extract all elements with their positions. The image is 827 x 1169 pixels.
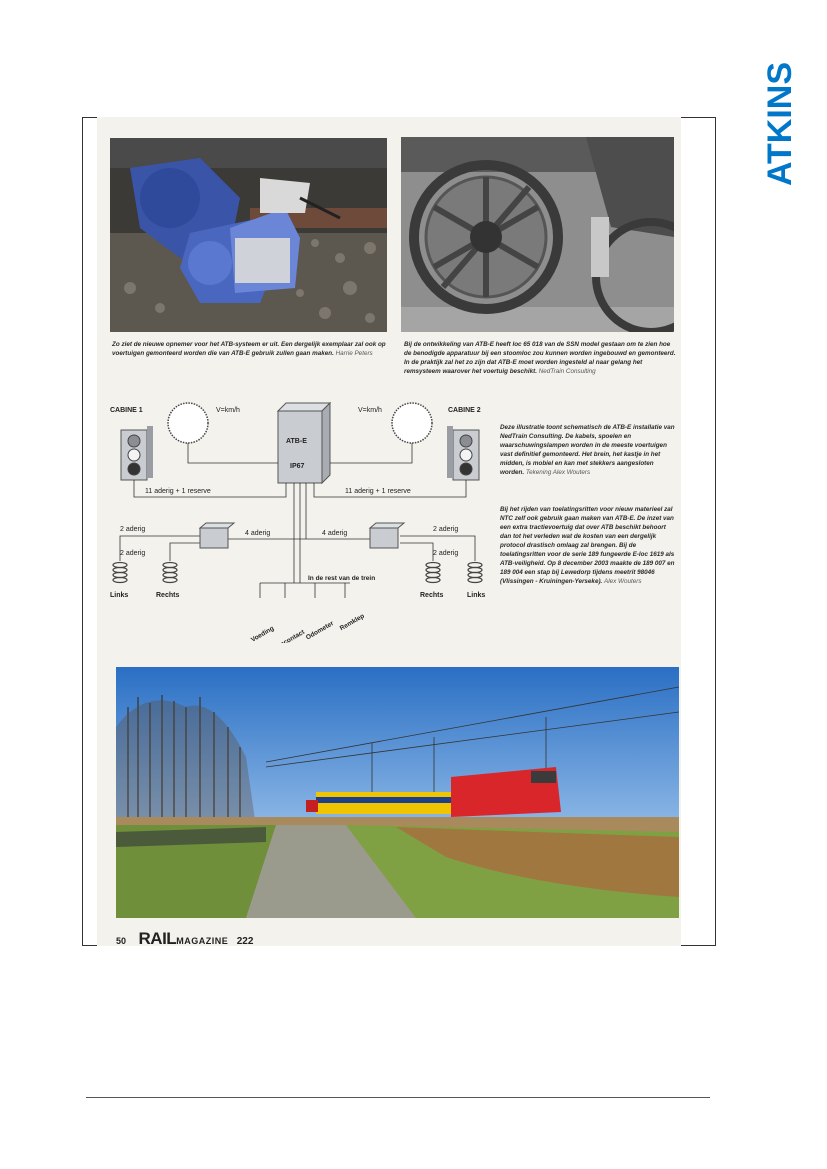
label-atb-e: ATB-E bbox=[286, 438, 307, 445]
atb-e-box bbox=[278, 411, 322, 483]
caption-atb-sensor bbox=[112, 340, 389, 358]
label-2-aderig-b: 2 aderig bbox=[120, 550, 146, 557]
caption-text: Bij de ontwikkeling van ATB-E heeft loc 65 018 van de SSN model gestaan om te zien hoe de benodigde apparatuur bij een stoomloc zou kunnen worden ingebouwd en gemonteerd. In de praktijk zal het zo zijn dat ATB-E moet worden ingesteld al naar gelang het remsysteem waarover het voertuig beschikt. bbox=[404, 341, 676, 375]
label-cable-right: 11 aderig + 1 reserve bbox=[345, 488, 411, 495]
caption-train bbox=[500, 505, 678, 586]
coil-links-right bbox=[468, 563, 482, 583]
label-ip67: IP67 bbox=[290, 463, 305, 470]
issue-number: 222 bbox=[236, 936, 254, 947]
label-2-aderig-d: 2 aderig bbox=[433, 550, 459, 557]
label-remcontact: Remcontact bbox=[270, 628, 306, 643]
junction-box-left bbox=[200, 528, 228, 548]
label-speed-1: V=km/h bbox=[216, 407, 240, 414]
atkins-logo-graphic bbox=[758, 36, 798, 186]
magazine-footer bbox=[116, 929, 253, 949]
photo-credit: NedTrain Consulting bbox=[538, 368, 596, 375]
coil-rechts-right bbox=[426, 563, 440, 583]
label-speed-2: V=km/h bbox=[358, 407, 382, 414]
magazine-label: MAGAZINE bbox=[176, 936, 229, 946]
junction-box-right bbox=[370, 528, 398, 548]
label-voeding: Voeding bbox=[249, 625, 276, 643]
photo-steam-wheel bbox=[401, 137, 674, 332]
photo-train-lewedorp bbox=[116, 667, 679, 918]
caption-steam-wheel bbox=[404, 340, 678, 376]
caption-text: Bij het rijden van toelatingsritten voor nieuw materieel zal NTC zelf ook gebruik gaan maken van ATB-E. De inzet van een extra tractievoertuig dat over ATB beschikt behoort dan tot het verleden wat de kosten van een dergelijk protocol drastisch omlaag zal brengen. Bij de toelatingsritten voor de serie 189 fungeerde E-loc 1619 als ATB-veiligheid. Op 8 december 2003 maakte de 189 007 en 189 004 een stap bij Lewedorp tijdens meetrit 98046 (Vlissingen - Kruiningen-Yerseke). bbox=[500, 506, 675, 585]
speedometer-2 bbox=[392, 403, 432, 443]
label-cable-left: 11 aderig + 1 reserve bbox=[145, 488, 211, 495]
label-links-left: Links bbox=[110, 592, 129, 599]
photo-credit: Tekening Alex Wouters bbox=[525, 469, 591, 476]
magazine-brand: RAIL bbox=[138, 929, 177, 948]
logo-text: ATKINS bbox=[761, 61, 798, 186]
footer-divider bbox=[86, 1097, 710, 1098]
caption-text: Zo ziet de nieuwe opnemer voor het ATB-systeem er uit. Een dergelijk exemplaar zal ook op voertuigen gemonteerd worden die van ATB-E gebruik zullen gaan maken. bbox=[112, 341, 386, 357]
caption-text: Deze illustratie toont schematisch de ATB-E installatie van NedTrain Consulting. De kabels, spoelen en waarschuwingslampen worden in de meeste voertuigen vast definitief gemonteerd. Het brein, het kastje in het midden, is mobiel en kan met stekkers aangesloten worden. bbox=[500, 424, 675, 476]
speedometer-1 bbox=[168, 403, 208, 443]
label-rechts-left: Rechts bbox=[156, 592, 180, 599]
label-cabine-2: CABINE 2 bbox=[448, 407, 481, 414]
label-rechts-right: Rechts bbox=[420, 592, 444, 599]
label-4-aderig-b: 4 aderig bbox=[322, 530, 348, 537]
photo-credit: Harrie Peters bbox=[335, 350, 373, 357]
label-2-aderig-c: 2 aderig bbox=[433, 526, 459, 533]
label-odometer: Odometer bbox=[304, 620, 335, 642]
coil-rechts-left bbox=[163, 563, 177, 583]
atkins-logo bbox=[758, 36, 798, 186]
caption-diagram bbox=[500, 423, 678, 477]
atb-e-wiring-diagram bbox=[100, 393, 495, 643]
label-remklep: Remklep bbox=[338, 612, 366, 633]
photo-atb-sensor bbox=[110, 138, 387, 332]
label-cabine-1: CABINE 1 bbox=[110, 407, 143, 414]
page-number: 50 bbox=[116, 936, 127, 946]
label-4-aderig-a: 4 aderig bbox=[245, 530, 271, 537]
label-links-right: Links bbox=[467, 592, 486, 599]
label-2-aderig-a: 2 aderig bbox=[120, 526, 146, 533]
photo-credit: Alex Wouters bbox=[604, 578, 642, 585]
coil-links-left bbox=[113, 563, 127, 583]
label-rest-trein: In de rest van de trein bbox=[308, 575, 376, 582]
